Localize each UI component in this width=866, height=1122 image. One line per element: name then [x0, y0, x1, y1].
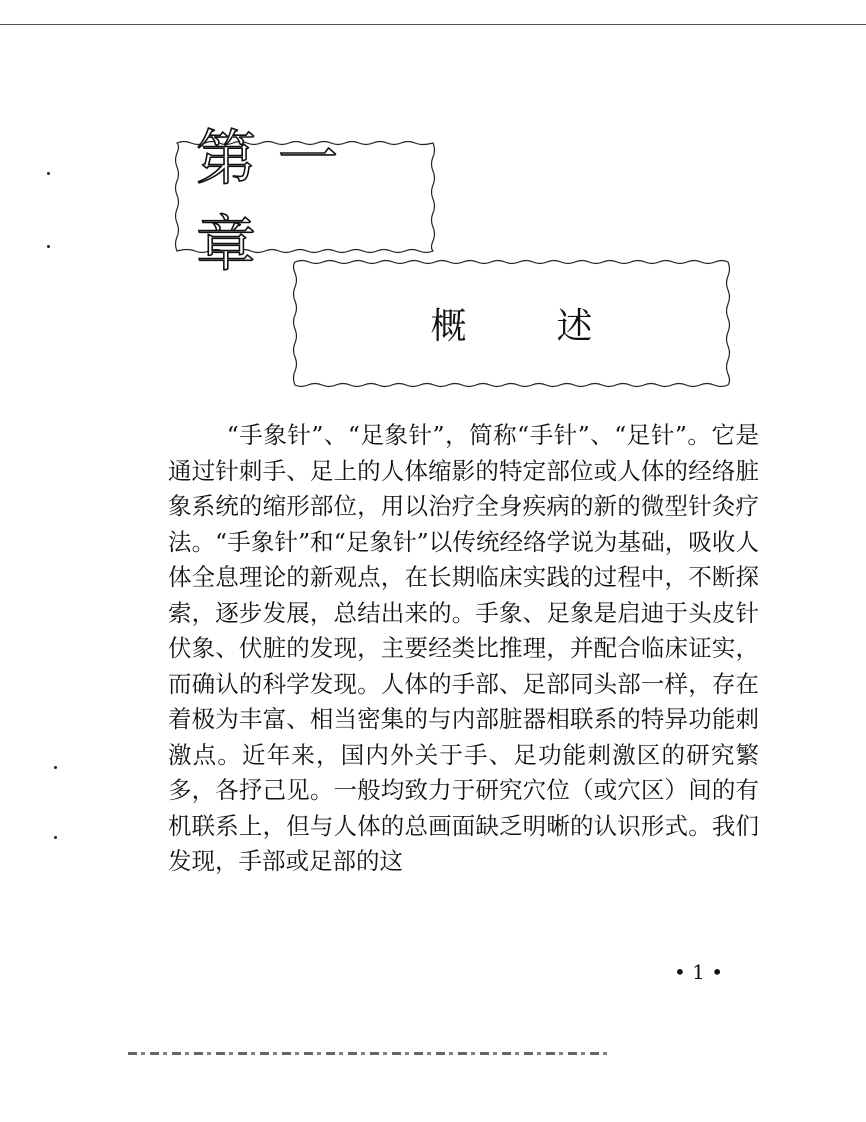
margin-mark: [54, 836, 57, 839]
top-rule: [0, 24, 866, 25]
margin-mark: [54, 766, 57, 769]
body-paragraph: “手象针”、“足象针”，简称“手针”、“足针”。它是通过针刺手、足上的人体缩影的特定部位或人体的经络脏象系统的缩形部位，用以治疗全身疾病的新的微型针灸疗法。“手象针”和“足象针”以传统经络学说为基础，吸收人体全息理论的新观点，在长期临床实践的过程中，不断探索，逐步发展，总结出来的。手象、足象是启迪于头皮针伏象、伏脏的发现，主要经类比推理，并配合临床证实，而确认的科学发现。人体的手部、足部同头部一样，存在着极为丰富、相当密集的与内部脏器相联系的特异功能刺激点。近年来，国内外关于手、足功能刺激区的研究繁多，各抒己见。一般均致力于研究穴位（或穴区）间的有机联系上，但与人体的总画面缺乏明晰的认识形式。我们发现，手部或足部的这: [168, 421, 759, 875]
section-subtitle: 概述: [430, 306, 683, 347]
chapter-frame: [174, 124, 436, 280]
margin-mark: [47, 172, 50, 175]
page-number: • 1 •: [674, 960, 724, 984]
scan-artifact: [128, 1052, 608, 1055]
margin-mark: [47, 245, 50, 248]
chapter-title: 第一章: [196, 124, 360, 280]
